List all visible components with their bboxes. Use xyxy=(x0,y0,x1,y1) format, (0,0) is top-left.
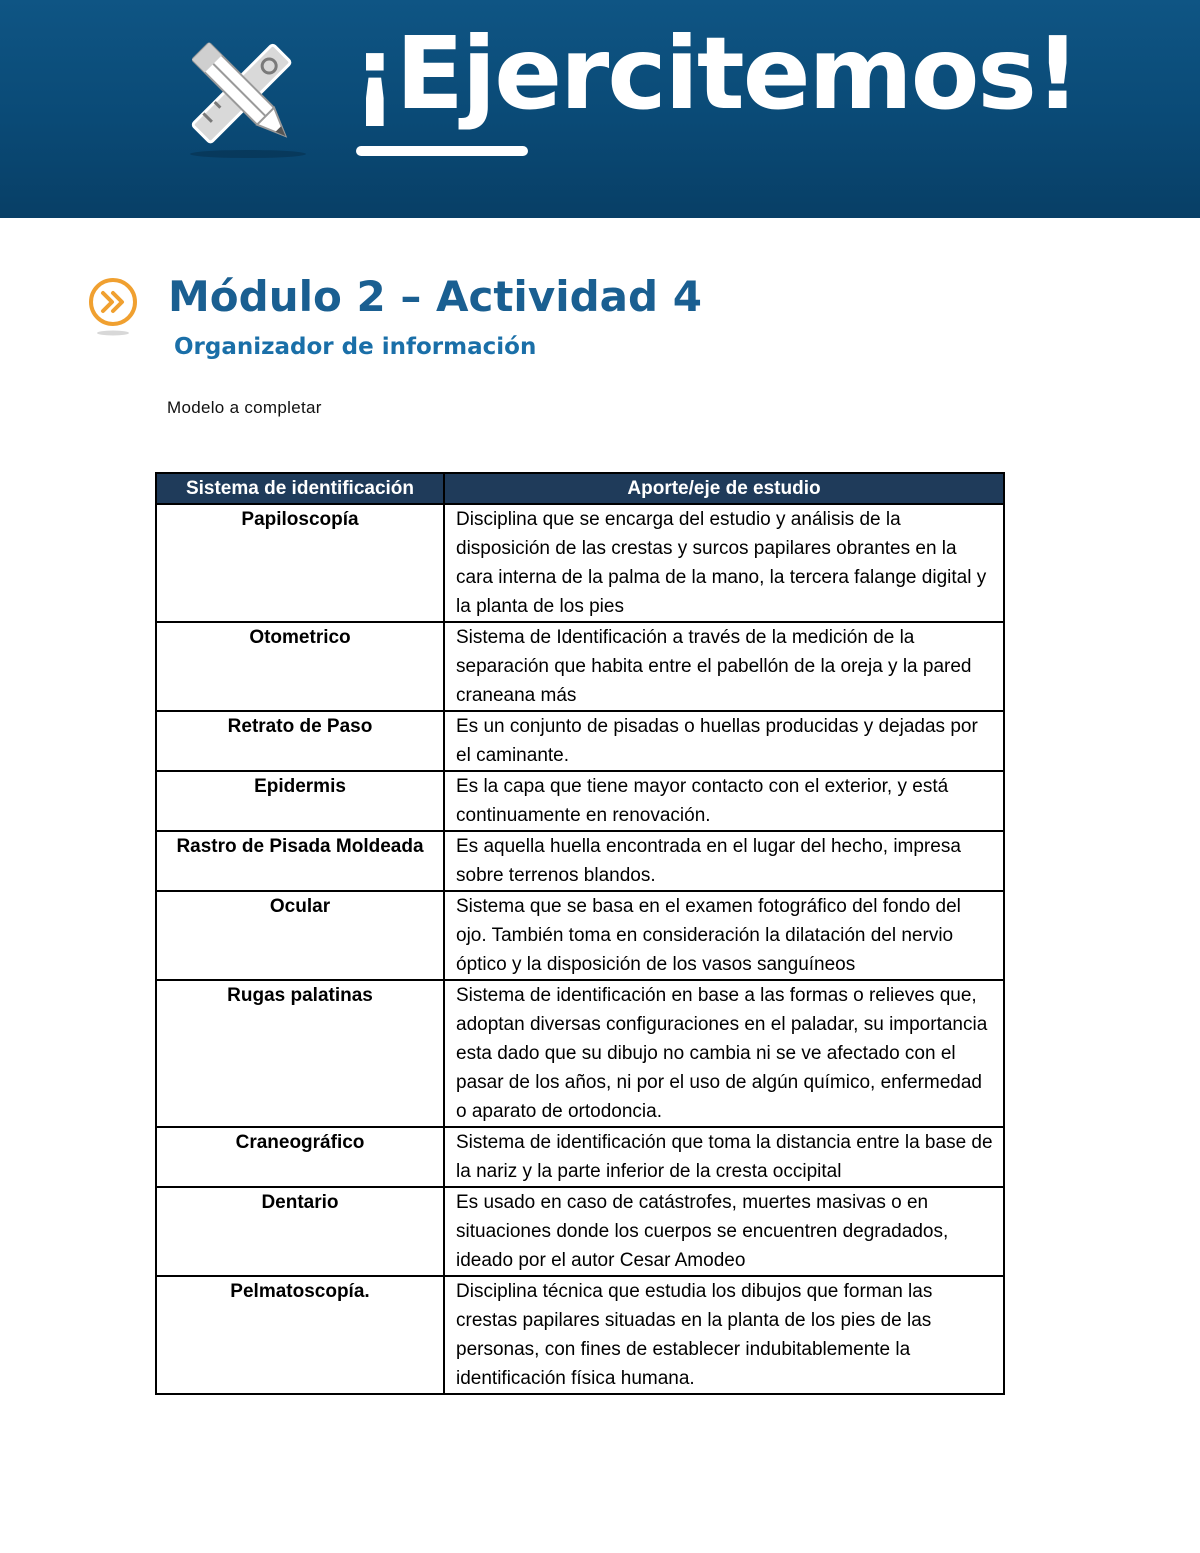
system-cell: Rugas palatinas xyxy=(156,980,444,1127)
page-subtitle: Organizador de información xyxy=(174,334,537,360)
table-row xyxy=(156,980,1004,1127)
description-cell: Sistema de identificación en base a las formas o relieves que, adoptan diversas configuraciones en el paladar, su importancia esta dado que su dibujo no cambia ni se ve afectado con el pasar de los años, ni por el uso de algún químico, enfermedad o aparato de ortodoncia. xyxy=(444,980,1004,1127)
system-cell: Retrato de Paso xyxy=(156,711,444,771)
description-cell: Sistema de identificación que toma la distancia entre la base de la nariz y la parte inferior de la cresta occipital xyxy=(444,1127,1004,1187)
header-banner xyxy=(0,0,1200,218)
table-row xyxy=(156,1187,1004,1276)
table-row xyxy=(156,1276,1004,1394)
column-header-system: Sistema de identificación xyxy=(156,473,444,504)
table-row xyxy=(156,504,1004,622)
table-row xyxy=(156,711,1004,771)
table-row xyxy=(156,1127,1004,1187)
pencil-ruler-wrench-icon xyxy=(178,30,308,160)
table-row xyxy=(156,891,1004,980)
identification-table xyxy=(155,472,1005,1395)
banner-underline xyxy=(356,146,528,156)
description-cell: Sistema que se basa en el examen fotográfico del fondo del ojo. También toma en consideración la dilatación del nervio óptico y la disposición de los vasos sanguíneos xyxy=(444,891,1004,980)
chevron-double-right-circle-icon xyxy=(82,274,144,336)
column-header-contribution: Aporte/eje de estudio xyxy=(444,473,1004,504)
system-cell: Papiloscopía xyxy=(156,504,444,622)
description-cell: Es aquella huella encontrada en el lugar del hecho, impresa sobre terrenos blandos. xyxy=(444,831,1004,891)
system-cell: Otometrico xyxy=(156,622,444,711)
description-cell: Es un conjunto de pisadas o huellas producidas y dejadas por el caminante. xyxy=(444,711,1004,771)
description-cell: Sistema de Identificación a través de la medición de la separación que habita entre el pabellón de la oreja y la pared craneana más xyxy=(444,622,1004,711)
description-cell: Es usado en caso de catástrofes, muertes masivas o en situaciones donde los cuerpos se encuentren degradados, ideado por el autor Cesar Amodeo xyxy=(444,1187,1004,1276)
system-cell: Craneográfico xyxy=(156,1127,444,1187)
model-label: Modelo a completar xyxy=(167,398,322,417)
table-row xyxy=(156,622,1004,711)
page-title: Módulo 2 – Actividad 4 xyxy=(168,272,702,321)
table-row xyxy=(156,771,1004,831)
banner-title: ¡Ejercitemos! xyxy=(352,15,1079,132)
system-cell: Epidermis xyxy=(156,771,444,831)
system-cell: Dentario xyxy=(156,1187,444,1276)
description-cell: Disciplina técnica que estudia los dibujos que forman las crestas papilares situadas en la planta de los pies de las personas, con fines de establecer indubitablemente la identificación física humana. xyxy=(444,1276,1004,1394)
description-cell: Disciplina que se encarga del estudio y análisis de la disposición de las crestas y surcos papilares obrantes en la cara interna de la palma de la mano, la tercera falange digital y la planta de los pies xyxy=(444,504,1004,622)
description-cell: Es la capa que tiene mayor contacto con el exterior, y está continuamente en renovación. xyxy=(444,771,1004,831)
system-cell: Rastro de Pisada Moldeada xyxy=(156,831,444,891)
system-cell: Pelmatoscopía. xyxy=(156,1276,444,1394)
table-row xyxy=(156,831,1004,891)
table-header-row xyxy=(156,473,1004,504)
system-cell: Ocular xyxy=(156,891,444,980)
